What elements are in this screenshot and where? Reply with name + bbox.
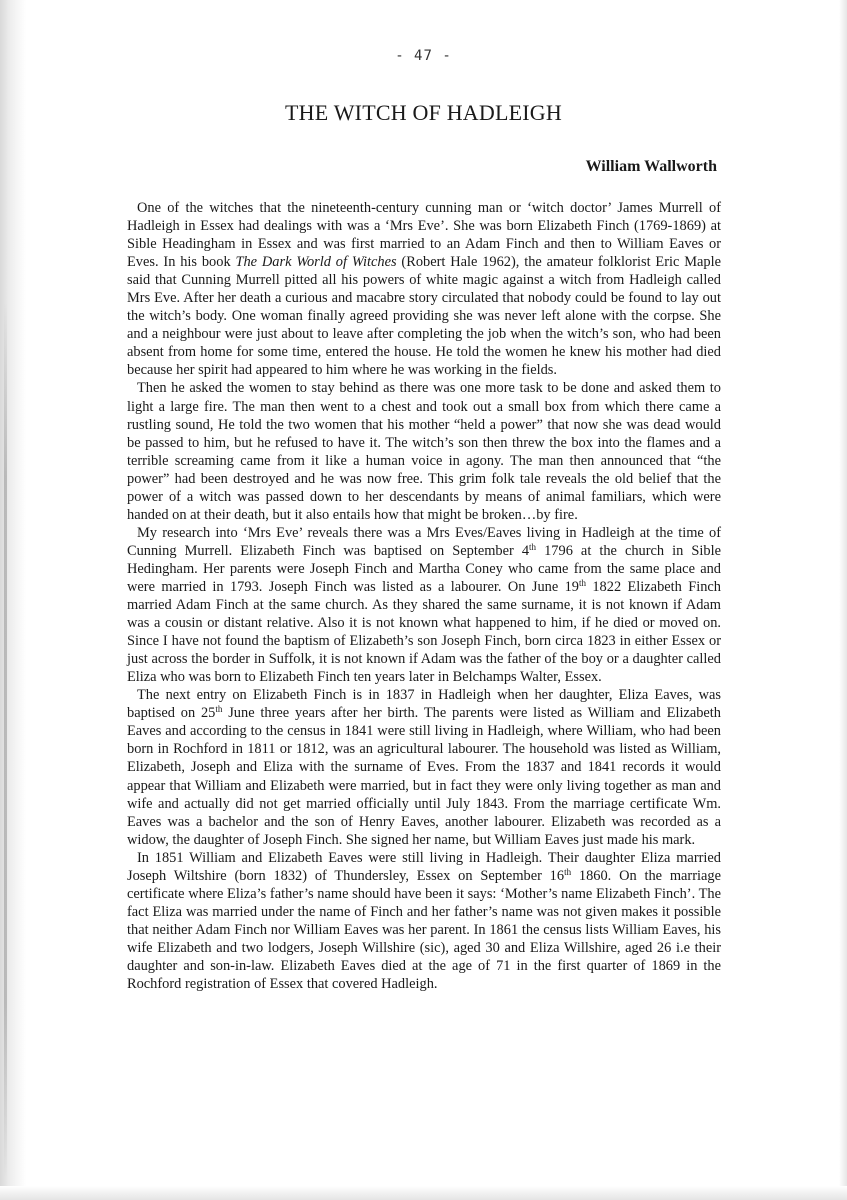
paragraph-text: In 1851 William and Elizabeth Eaves were still living in Hadleigh. Their daughter Eliza married Joseph Wiltshire (born 1832) of Thundersley, Essex on September 16 — [127, 849, 721, 884]
page-number: - 47 - — [395, 48, 452, 64]
paragraph-2: Then he asked the women to stay behind as there was one more task to be done and asked them to light a large fire. The man then went to a chest and took out a small box from which there came a rustling sound, He told the two women that his mother “held a power” that now she was dead would be passed to him, but he refused to have it. The witch’s son then threw the box into the flames and a terrible screaming came from it like a human voice in agony. The man then announced that “the power” had been destroyed and he was now free. This grim folk tale reveals the old belief that the power of a witch was passed down to her descendants by means of animal familiars, which were handed on at their death, but it also entails how that might be broken…by fire. — [127, 380, 721, 523]
paragraph-text: One of the witches that the nineteenth-century cunning man or ‘witch doctor’ James Murrell of Hadleigh in Essex had dealings with was a ‘Mrs Eve’. She was born Elizabeth Finch (1769-1869) at Sible Headingham in Essex and was first married to an Adam Finch and then to William Eaves or Eves. In his book — [127, 200, 721, 271]
paragraph-3 — [127, 524, 721, 686]
paragraph-1 — [127, 199, 721, 379]
scan-binding-line — [4, 300, 7, 1180]
book-title: The Dark World of Witches — [235, 254, 397, 271]
paragraph-text: June three years after her birth. The parents were listed as William and Elizabeth Eaves and according to the census in 1841 were still living in Hadleigh, where William, who had been born in Rochford in 1811 or 1812, was an agricultural labourer. The household was listed as William, Elizabeth, Joseph and Eliza with the surname of Eves. From the 1837 and 1841 records it would appear that William and Elizabeth were married, but in fact they were only living together as man and wife and actually did not get married officially until July 1843. From the marriage certificate Wm. Eaves was a bachelor and the son of Henry Eaves, another labourer. Elizabeth was recorded as a widow, the daughter of Joseph Finch. She signed her name, but William Eaves just made his mark. — [127, 705, 722, 848]
paragraph-text: The next entry on Elizabeth Finch is in 1837 in Hadleigh when her daughter, Eliza Eaves, was baptised on 25 — [127, 687, 721, 722]
ordinal-suffix: th — [215, 704, 223, 715]
scan-shadow-bottom — [0, 1186, 847, 1200]
paragraph-text: 1822 Elizabeth Finch married Adam Finch at the same church. As they shared the same surname, it is not known if Adam was a cousin or distant relative. Also it is not known what happened to him, if he died or moved on. Since I have not found the baptism of Elizabeth’s son Joseph Finch, born circa 1823 in either Essex or just across the border in Suffolk, it is not known if Adam was the father of the boy or a daughter called Eliza who was born to Elizabeth Finch ten years later in Belchamps Walter, Essex. — [127, 578, 721, 686]
paragraph-text: 1796 at the church in Sible Hedingham. Her parents were Joseph Finch and Martha Coney who came from the same place and were married in 1793. Joseph Finch was listed as a labourer. On June 19 — [127, 542, 721, 595]
paragraph-5 — [127, 849, 721, 993]
paragraph-4 — [127, 686, 721, 848]
paragraph-text: 1860. On the marriage certificate where Eliza’s father’s name should have been it says: ‘Mother’s name Elizabeth Finch’. The fact Eliza was married under the name of Finch and her father’s name was not given makes it possible that neither Adam Finch nor William Eaves was her parent. In 1861 the census lists William Eaves, his wife Elizabeth and two lodgers, Joseph Willshire (sic), aged 30 and Eliza Willshire, aged 26 i.e their daughter and son-in-law. Elizabeth Eaves died at the age of 71 in the first quarter of 1869 in the Rochford registration of Essex that covered Hadleigh. — [127, 867, 721, 993]
ordinal-suffix: th — [564, 866, 572, 877]
paragraph-text: My research into ‘Mrs Eve’ reveals there was a Mrs Eves/Eaves living in Hadleigh at the time of Cunning Murrell. Elizabeth Finch was baptised on September 4 — [127, 524, 721, 559]
article-title: THE WITCH OF HADLEIGH — [285, 100, 562, 125]
ordinal-suffix: th — [529, 541, 537, 552]
article-author: William Wallworth — [585, 158, 717, 175]
article-body — [127, 199, 721, 993]
scan-shadow-right — [839, 0, 847, 1200]
ordinal-suffix: th — [578, 577, 586, 588]
paragraph-text: (Robert Hale 1962), the amateur folklorist Eric Maple said that Cunning Murrell pitted all his powers of white magic against a witch from Hadleigh called Mrs Eve. After her death a curious and macabre story circulated that nobody could be found to lay out the witch’s body. One woman finally agreed providing she was never left alone with the corpse. She and a neighbour were just about to leave after completing the job when the witch’s son, who had been absent from home for some time, entered the house. He told the women he knew his mother had died because her spirit had appeared to him where he was working in the fields. — [127, 254, 721, 379]
